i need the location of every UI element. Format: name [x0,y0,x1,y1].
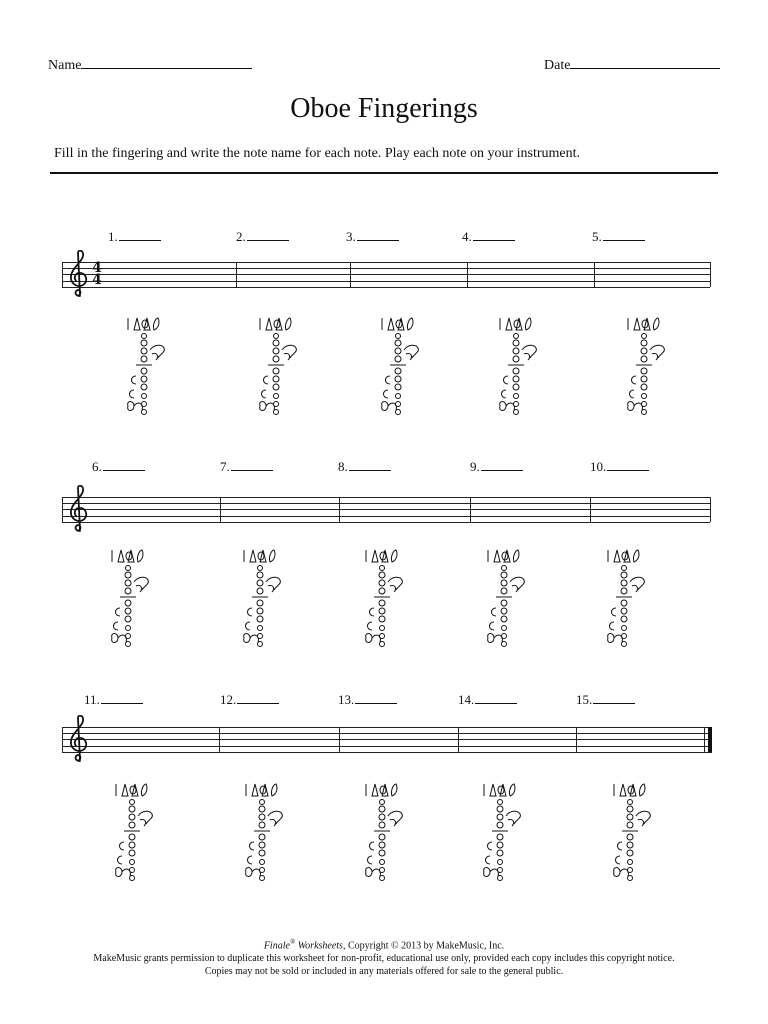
copyright-footer [0,936,768,978]
note-name-blank[interactable] [103,460,145,471]
note-name-blank[interactable] [119,230,161,241]
note-name-blank[interactable] [101,693,143,704]
question-number: 9. [470,459,480,474]
barline [710,262,711,287]
footer-copyright: , Copyright © 2013 by MakeMusic, Inc. [342,940,505,952]
oboe-fingering-diagram-icon[interactable] [112,780,158,888]
staff-line [62,509,710,510]
footer-brand: Finale [263,940,290,952]
name-label: Name [48,58,82,73]
barline [62,497,63,522]
staff-line [62,522,710,523]
staff-line [62,274,710,275]
question-number: 4. [462,229,472,244]
treble-clef-icon [66,250,92,303]
date-label: Date [544,58,571,73]
note-name-blank[interactable] [349,460,391,471]
barline [576,727,577,752]
footer-line-3: Copies may not be sold or included in any materials offered for sale to the general public. [204,966,564,978]
note-name-blank[interactable] [593,693,635,704]
question-number: 5. [592,229,602,244]
barline [339,727,340,752]
oboe-fingering-diagram-icon[interactable] [108,546,154,654]
barline [467,262,468,287]
answer-field[interactable] [220,459,273,475]
oboe-fingering-diagram-icon[interactable] [256,314,302,422]
answer-field[interactable] [338,459,391,475]
note-name-blank[interactable] [481,460,523,471]
staff-line [62,739,712,740]
oboe-fingering-diagram-icon[interactable] [484,546,530,654]
divider [50,172,718,174]
note-name-blank[interactable] [237,693,279,704]
barline [219,727,220,752]
staff-line [62,287,710,288]
question-number: 10. [590,459,607,474]
staff-line [62,516,710,517]
barline [710,497,711,522]
instructions: Fill in the fingering and write the note name for each note. Play each note on your instrument. [54,146,581,161]
answer-field[interactable] [458,692,517,708]
oboe-fingering-diagram-icon[interactable] [496,314,542,422]
question-number: 11. [84,692,100,707]
answer-field[interactable] [470,459,523,475]
oboe-fingering-diagram-icon[interactable] [362,546,408,654]
note-name-blank[interactable] [607,460,649,471]
footer-line-1 [0,936,768,952]
question-number: 1. [108,229,118,244]
staff-line [62,262,710,263]
answer-field[interactable] [592,229,645,245]
barline [339,497,340,522]
barline [350,262,351,287]
answer-field[interactable] [590,459,649,475]
oboe-fingering-diagram-icon[interactable] [242,780,288,888]
music-staff [62,262,710,287]
answer-field[interactable] [346,229,399,245]
music-staff [62,497,710,522]
staff-line [62,746,712,747]
name-field[interactable] [48,56,252,74]
barline [62,262,63,287]
staff-line [62,733,712,734]
date-blank-line[interactable] [570,56,720,69]
answer-field[interactable] [84,692,143,708]
footer-worksheets: Worksheets [295,940,343,952]
question-number: 12. [220,692,237,707]
answer-field[interactable] [236,229,289,245]
barline [590,497,591,522]
time-signature-top: 4 [92,260,102,276]
barline [236,262,237,287]
treble-clef-icon [66,715,92,768]
oboe-fingering-diagram-icon[interactable] [240,546,286,654]
question-number: 13. [338,692,355,707]
answer-field[interactable] [338,692,397,708]
time-signature-bottom: 4 [92,272,102,288]
staff-line [62,752,712,753]
question-number: 8. [338,459,348,474]
staff-line [62,268,710,269]
name-blank-line[interactable] [81,56,252,69]
note-name-blank[interactable] [231,460,273,471]
note-name-blank[interactable] [473,230,515,241]
barline [62,727,63,752]
oboe-fingering-diagram-icon[interactable] [624,314,670,422]
oboe-fingering-diagram-icon[interactable] [604,546,650,654]
answer-field[interactable] [462,229,515,245]
question-number: 3. [346,229,356,244]
barline [594,262,595,287]
date-field[interactable] [544,56,720,74]
footer-line-2: MakeMusic grants permission to duplicate this worksheet for non-profit, educational use only, provided each copy includes this copyright notice. [93,953,675,965]
music-staff [62,727,712,752]
question-number: 6. [92,459,102,474]
staff-line [62,281,710,282]
note-name-blank[interactable] [355,693,397,704]
note-name-blank[interactable] [357,230,399,241]
time-signature [92,262,102,286]
oboe-fingering-diagram-icon[interactable] [378,314,424,422]
staff-line [62,497,710,498]
staff-line [62,727,712,728]
question-number: 7. [220,459,230,474]
note-name-blank[interactable] [603,230,645,241]
final-barline [704,727,712,752]
oboe-fingering-diagram-icon[interactable] [124,314,170,422]
question-number: 15. [576,692,593,707]
barline [458,727,459,752]
oboe-fingering-diagram-icon[interactable] [480,780,526,888]
staff-line [62,503,710,504]
barline [470,497,471,522]
note-name-blank[interactable] [475,693,517,704]
barline [220,497,221,522]
page-title: Oboe Fingerings [290,93,478,124]
oboe-fingering-diagram-icon[interactable] [610,780,656,888]
oboe-fingering-diagram-icon[interactable] [362,780,408,888]
answer-field[interactable] [92,459,145,475]
answer-field[interactable] [220,692,279,708]
treble-clef-icon [66,485,92,538]
answer-field[interactable] [576,692,635,708]
question-number: 2. [236,229,246,244]
answer-field[interactable] [108,229,161,245]
question-number: 14. [458,692,475,707]
footer-reg: ® [289,938,296,946]
note-name-blank[interactable] [247,230,289,241]
